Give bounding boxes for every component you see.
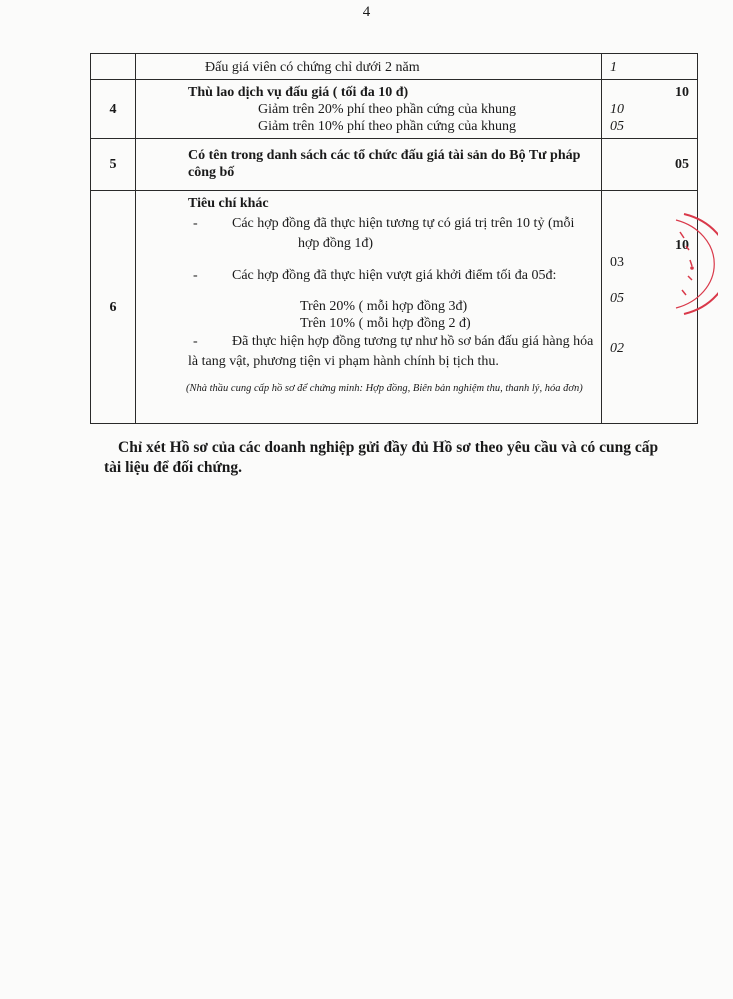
table-row [91,54,698,80]
score-value: 10 [610,102,624,117]
index-cell: 6 [91,191,136,424]
index-cell [91,54,136,80]
criteria-item: Giảm trên 20% phí theo phần cứng của khung [258,102,516,117]
criteria-cell [136,80,602,139]
score-cell [602,139,698,191]
bullet-dash: - [193,216,198,231]
criteria-text: Đấu giá viên có chứng chỉ dưới 2 năm [205,60,420,75]
criteria-subitem: Trên 20% ( mỗi hợp đồng 3đ) [300,299,468,314]
bullet-dash: - [193,334,198,349]
criteria-item-cont: là tang vật, phương tiện vi phạm hành chính bị tịch thu. [188,354,499,369]
index-cell: 5 [91,139,136,191]
score-value: 05 [610,119,624,134]
score-value: 02 [610,341,624,356]
seal-arc-icon [670,212,718,316]
criteria-table [90,53,698,424]
criteria-item: Các hợp đồng đã thực hiện vượt giá khởi điểm tối đa 05đ: [232,268,557,283]
score-value: 1 [610,60,617,75]
score-value: 05 [610,291,624,306]
criteria-cell [136,54,602,80]
score-value: 03 [610,255,624,270]
table-row [91,191,698,424]
criteria-title-cont: công bố [188,165,235,180]
criteria-subitem: Trên 10% ( mỗi hợp đồng 2 đ) [300,316,471,331]
criteria-item: Giảm trên 10% phí theo phần cứng của khung [258,119,516,134]
criteria-item-cont: hợp đồng 1đ) [298,236,374,251]
note-text: (Nhà thầu cung cấp hồ sơ để chứng minh: Hợp đồng, Biên bản nghiệm thu, thanh lý, hóa đơn) [186,383,583,394]
max-score: 10 [675,85,689,100]
max-score: 10 [675,238,689,253]
max-score: 05 [675,157,689,172]
criteria-item: Các hợp đồng đã thực hiện tương tự có giá trị trên 10 tỷ (mỗi [232,216,575,231]
footer-note: Chỉ xét Hồ sơ của các doanh nghiệp gửi đầy đủ Hồ sơ theo yêu cầu và có cung cấp tài liệu để đối chứng. [104,439,659,476]
table-row [91,80,698,139]
criteria-title: Thù lao dịch vụ đấu giá ( tối đa 10 đ) [188,85,409,100]
score-cell [602,54,698,80]
criteria-title: Tiêu chí khác [188,196,269,211]
table-row [91,139,698,191]
bullet-dash: - [193,268,198,283]
score-cell [602,80,698,139]
index-cell: 4 [91,80,136,139]
page-number: 4 [362,4,371,20]
company-seal [670,212,718,316]
criteria-cell [136,139,602,191]
criteria-title: Có tên trong danh sách các tổ chức đấu giá tài sản do Bộ Tư pháp [188,148,581,163]
criteria-cell [136,191,602,424]
criteria-item: Đã thực hiện hợp đồng tương tự như hồ sơ bán đấu giá hàng hóa [232,334,594,349]
